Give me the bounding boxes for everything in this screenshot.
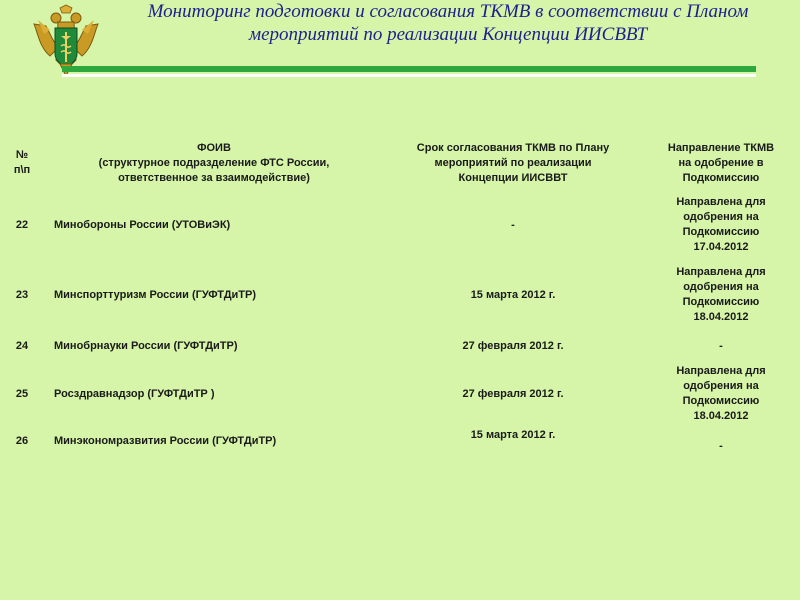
row-organization: Минобороны России (УТОВиЭК): [54, 218, 231, 231]
row-direction-line-1: Направлена для: [676, 196, 766, 208]
title-line-2: мероприятий по реализации Концепции ИИСВВТ: [248, 24, 648, 45]
row-organization: Минэкономразвития России (ГУФТДиТР): [54, 434, 277, 447]
column-header-number: [0, 134, 44, 192]
row-number: 25: [15, 387, 29, 400]
title-line-1: Мониторинг подготовки и согласования ТКМВ в соответствии с Планом: [147, 1, 749, 22]
row-deadline: 15 марта 2012 г.: [470, 288, 556, 301]
row-number: 26: [15, 434, 29, 447]
row-direction-line-3: Подкомиссию: [682, 395, 760, 407]
column-header-direction-line-3: Подкомиссию: [682, 171, 760, 184]
row-deadline: 15 марта 2012 г.: [470, 429, 556, 441]
row-deadline: -: [511, 218, 515, 231]
column-header-number-line-1: №: [15, 149, 29, 161]
row-direction-line-4: 18.04.2012: [693, 410, 749, 422]
row-direction: -: [719, 339, 723, 352]
row-direction: [642, 360, 800, 428]
row-direction-line-3: Подкомиссию: [682, 226, 760, 238]
row-direction-line-2: одобрения на: [683, 281, 759, 293]
column-header-number-line-2: п\п: [13, 164, 31, 176]
row-number: 24: [15, 339, 29, 352]
row-direction-line-2: одобрения на: [683, 380, 759, 392]
row-organization: Минобрнауки России (ГУФТДиТР): [54, 339, 238, 352]
row-number: 22: [15, 218, 29, 231]
row-direction-line-1: Направлена для: [676, 365, 766, 377]
row-direction-line-4: 18.04.2012: [693, 311, 749, 323]
table-row: [0, 428, 800, 454]
table-row: [0, 258, 800, 332]
row-organization: Минспорттуризм России (ГУФТДиТР): [54, 288, 257, 301]
column-header-deadline-line-3: Концепции ИИСВВТ: [458, 171, 568, 184]
column-header-direction-line-1: Направление ТКМВ: [667, 141, 775, 154]
column-header-deadline-line-1: Срок согласования ТКМВ по Плану: [416, 141, 610, 154]
column-header-deadline-line-2: мероприятий по реализации: [434, 156, 592, 169]
column-header-direction: [642, 134, 800, 192]
column-header-foiv-line-3: ответственное за взаимодействие): [118, 171, 310, 184]
row-deadline: 27 февраля 2012 г.: [462, 339, 564, 352]
row-direction-line-2: одобрения на: [683, 211, 759, 223]
row-direction: [642, 258, 800, 332]
page-title: [108, 0, 788, 46]
table-row: [0, 192, 800, 258]
row-deadline: 27 февраля 2012 г.: [462, 387, 564, 400]
column-header-foiv-line-1: ФОИВ: [197, 141, 231, 154]
table-row: [0, 360, 800, 428]
row-direction-line-3: Подкомиссию: [682, 296, 760, 308]
header-divider-thin: [62, 74, 756, 77]
column-header-foiv: [44, 134, 384, 192]
row-direction-line-4: 17.04.2012: [693, 241, 749, 253]
row-direction: -: [719, 440, 723, 452]
row-direction: [642, 192, 800, 258]
column-header-foiv-line-2: (структурное подразделение ФТС России,: [98, 156, 330, 169]
row-direction-line-1: Направлена для: [676, 266, 766, 278]
table-header-row: [0, 134, 800, 192]
row-number: 23: [15, 288, 29, 301]
column-header-deadline: [384, 134, 642, 192]
row-organization: Росздравнадзор (ГУФТДиТР ): [54, 387, 215, 400]
monitoring-table: [0, 134, 800, 454]
table-row: [0, 332, 800, 360]
column-header-direction-line-2: на одобрение в: [678, 156, 764, 169]
header-divider: [62, 66, 756, 72]
